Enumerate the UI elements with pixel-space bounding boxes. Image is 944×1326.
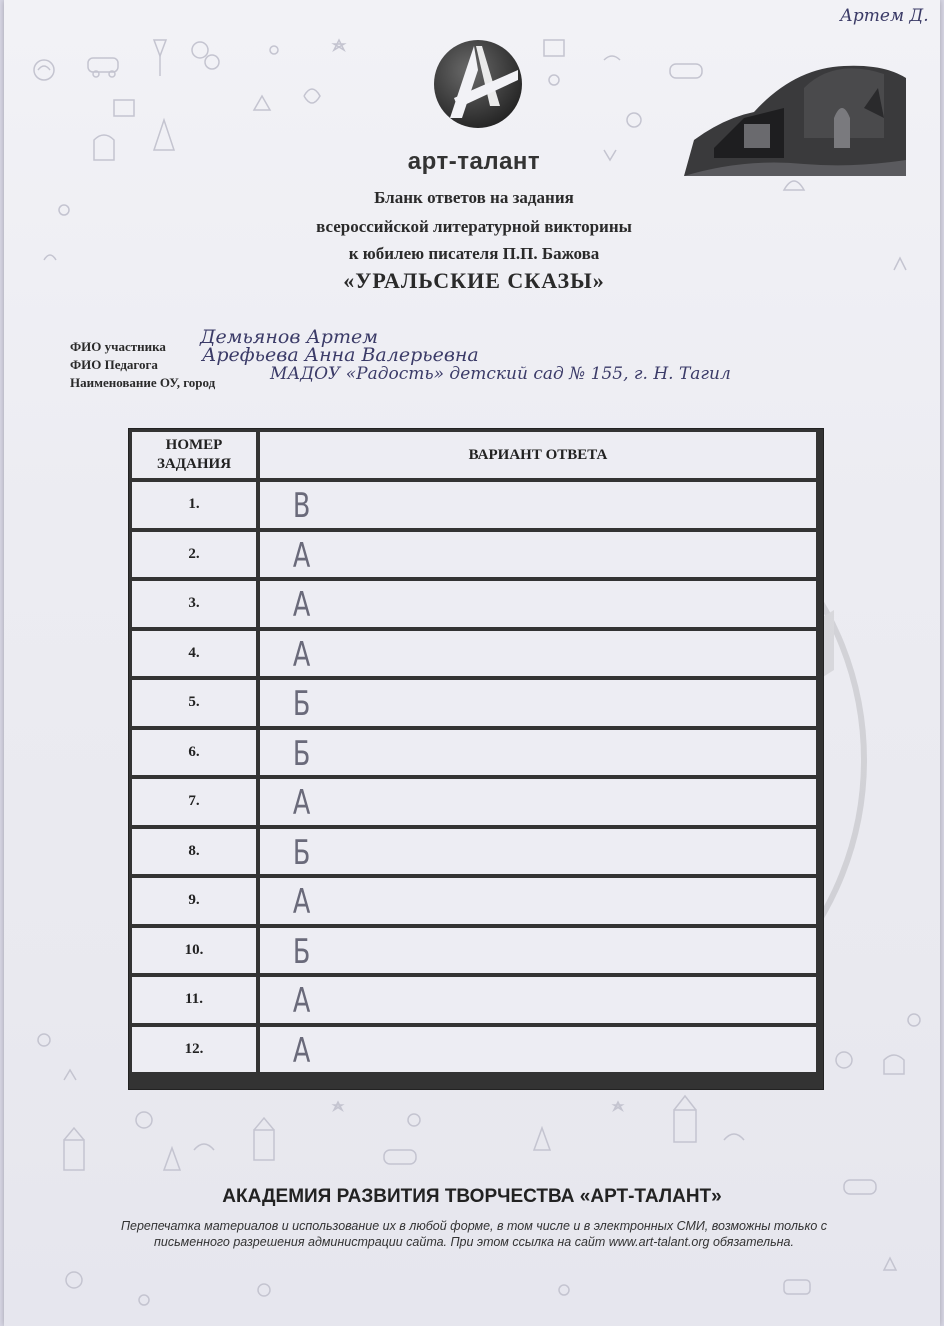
handwritten-answer: А [292, 535, 311, 576]
handwritten-answer: А [292, 1030, 311, 1071]
task-number-cell: 7. [132, 779, 256, 825]
teacher-value: Арефьева Анна Валерьевна [202, 344, 479, 366]
answer-cell [260, 680, 816, 726]
task-number-cell: 6. [132, 730, 256, 776]
school-label: Наименование ОУ, город [70, 375, 216, 390]
task-number-cell: 4. [132, 631, 256, 677]
task-number-cell: 3. [132, 581, 256, 627]
footer-title: АКАДЕМИЯ РАЗВИТИЯ ТВОРЧЕСТВА «АРТ-ТАЛАНТ» [222, 1186, 722, 1207]
participant-value: Демьянов Артем [200, 326, 378, 348]
handwritten-answer: Б [292, 832, 311, 873]
answer-cell [260, 631, 816, 677]
column-header-number [132, 432, 256, 478]
handwritten-answer: А [292, 783, 311, 823]
footer-note [74, 1218, 874, 1250]
handwritten-answer: В [292, 486, 311, 526]
answer-cell [260, 977, 816, 1023]
footer-note-line-1: Перепечатка материалов и использование их в любой форме, в том числе и в электронных СМИ, возможны только с [120, 1219, 828, 1233]
answer-cell [260, 482, 816, 528]
answer-cell [260, 779, 816, 825]
brand-name: арт-талант [407, 148, 541, 175]
participant-label: ФИО участника [70, 339, 166, 354]
task-number-cell: 2. [132, 532, 256, 578]
task-number-cell: 11. [132, 977, 256, 1023]
answer-table [128, 428, 824, 1090]
task-number-cell: 12. [132, 1027, 256, 1073]
task-number-cell: 5. [132, 680, 256, 726]
answer-cell [260, 532, 816, 578]
handwritten-answer: А [292, 981, 311, 1021]
answer-sheet [4, 0, 940, 1326]
handwritten-answer: А [292, 585, 311, 625]
answer-cell [260, 878, 816, 924]
corner-signature: Артем Д. [840, 6, 929, 26]
header-line-1: Бланк ответов на задания [374, 188, 574, 207]
answer-cell [260, 730, 816, 776]
fairy-tale-illustration [684, 48, 906, 176]
teacher-label: ФИО Педагога [70, 357, 158, 372]
answer-cell [260, 1027, 816, 1073]
school-value: МАДОУ «Радость» детский сад № 155, г. Н. Тагил [270, 364, 731, 384]
header-line-3: к юбилею писателя П.П. Бажова [348, 244, 600, 263]
footer-note-line-2: письменного разрешения администрации сайта. При этом ссылка на сайт www.art-talant.org обязательна. [154, 1235, 794, 1249]
handwritten-answer: Б [292, 733, 311, 774]
task-number-cell: 8. [132, 829, 256, 875]
column-header-answer: ВАРИАНТ ОТВЕТА [260, 432, 816, 478]
task-number-cell: 1. [132, 482, 256, 528]
handwritten-answer: А [292, 882, 311, 922]
quiz-title: «УРАЛЬСКИЕ СКАЗЫ» [343, 268, 605, 293]
handwritten-answer: А [292, 634, 311, 675]
art-talant-logo-icon [432, 32, 524, 132]
answer-cell [260, 581, 816, 627]
answer-cell [260, 829, 816, 875]
handwritten-answer: Б [292, 931, 311, 972]
task-number-cell: 10. [132, 928, 256, 974]
task-number-cell: 9. [132, 878, 256, 924]
answer-cell [260, 928, 816, 974]
handwritten-answer: Б [292, 684, 311, 724]
column-header-number-line2: ЗАДАНИЯ [156, 456, 232, 472]
column-header-number-line1: НОМЕР [165, 437, 223, 453]
header-line-2: всероссийской литературной викторины [316, 217, 632, 236]
